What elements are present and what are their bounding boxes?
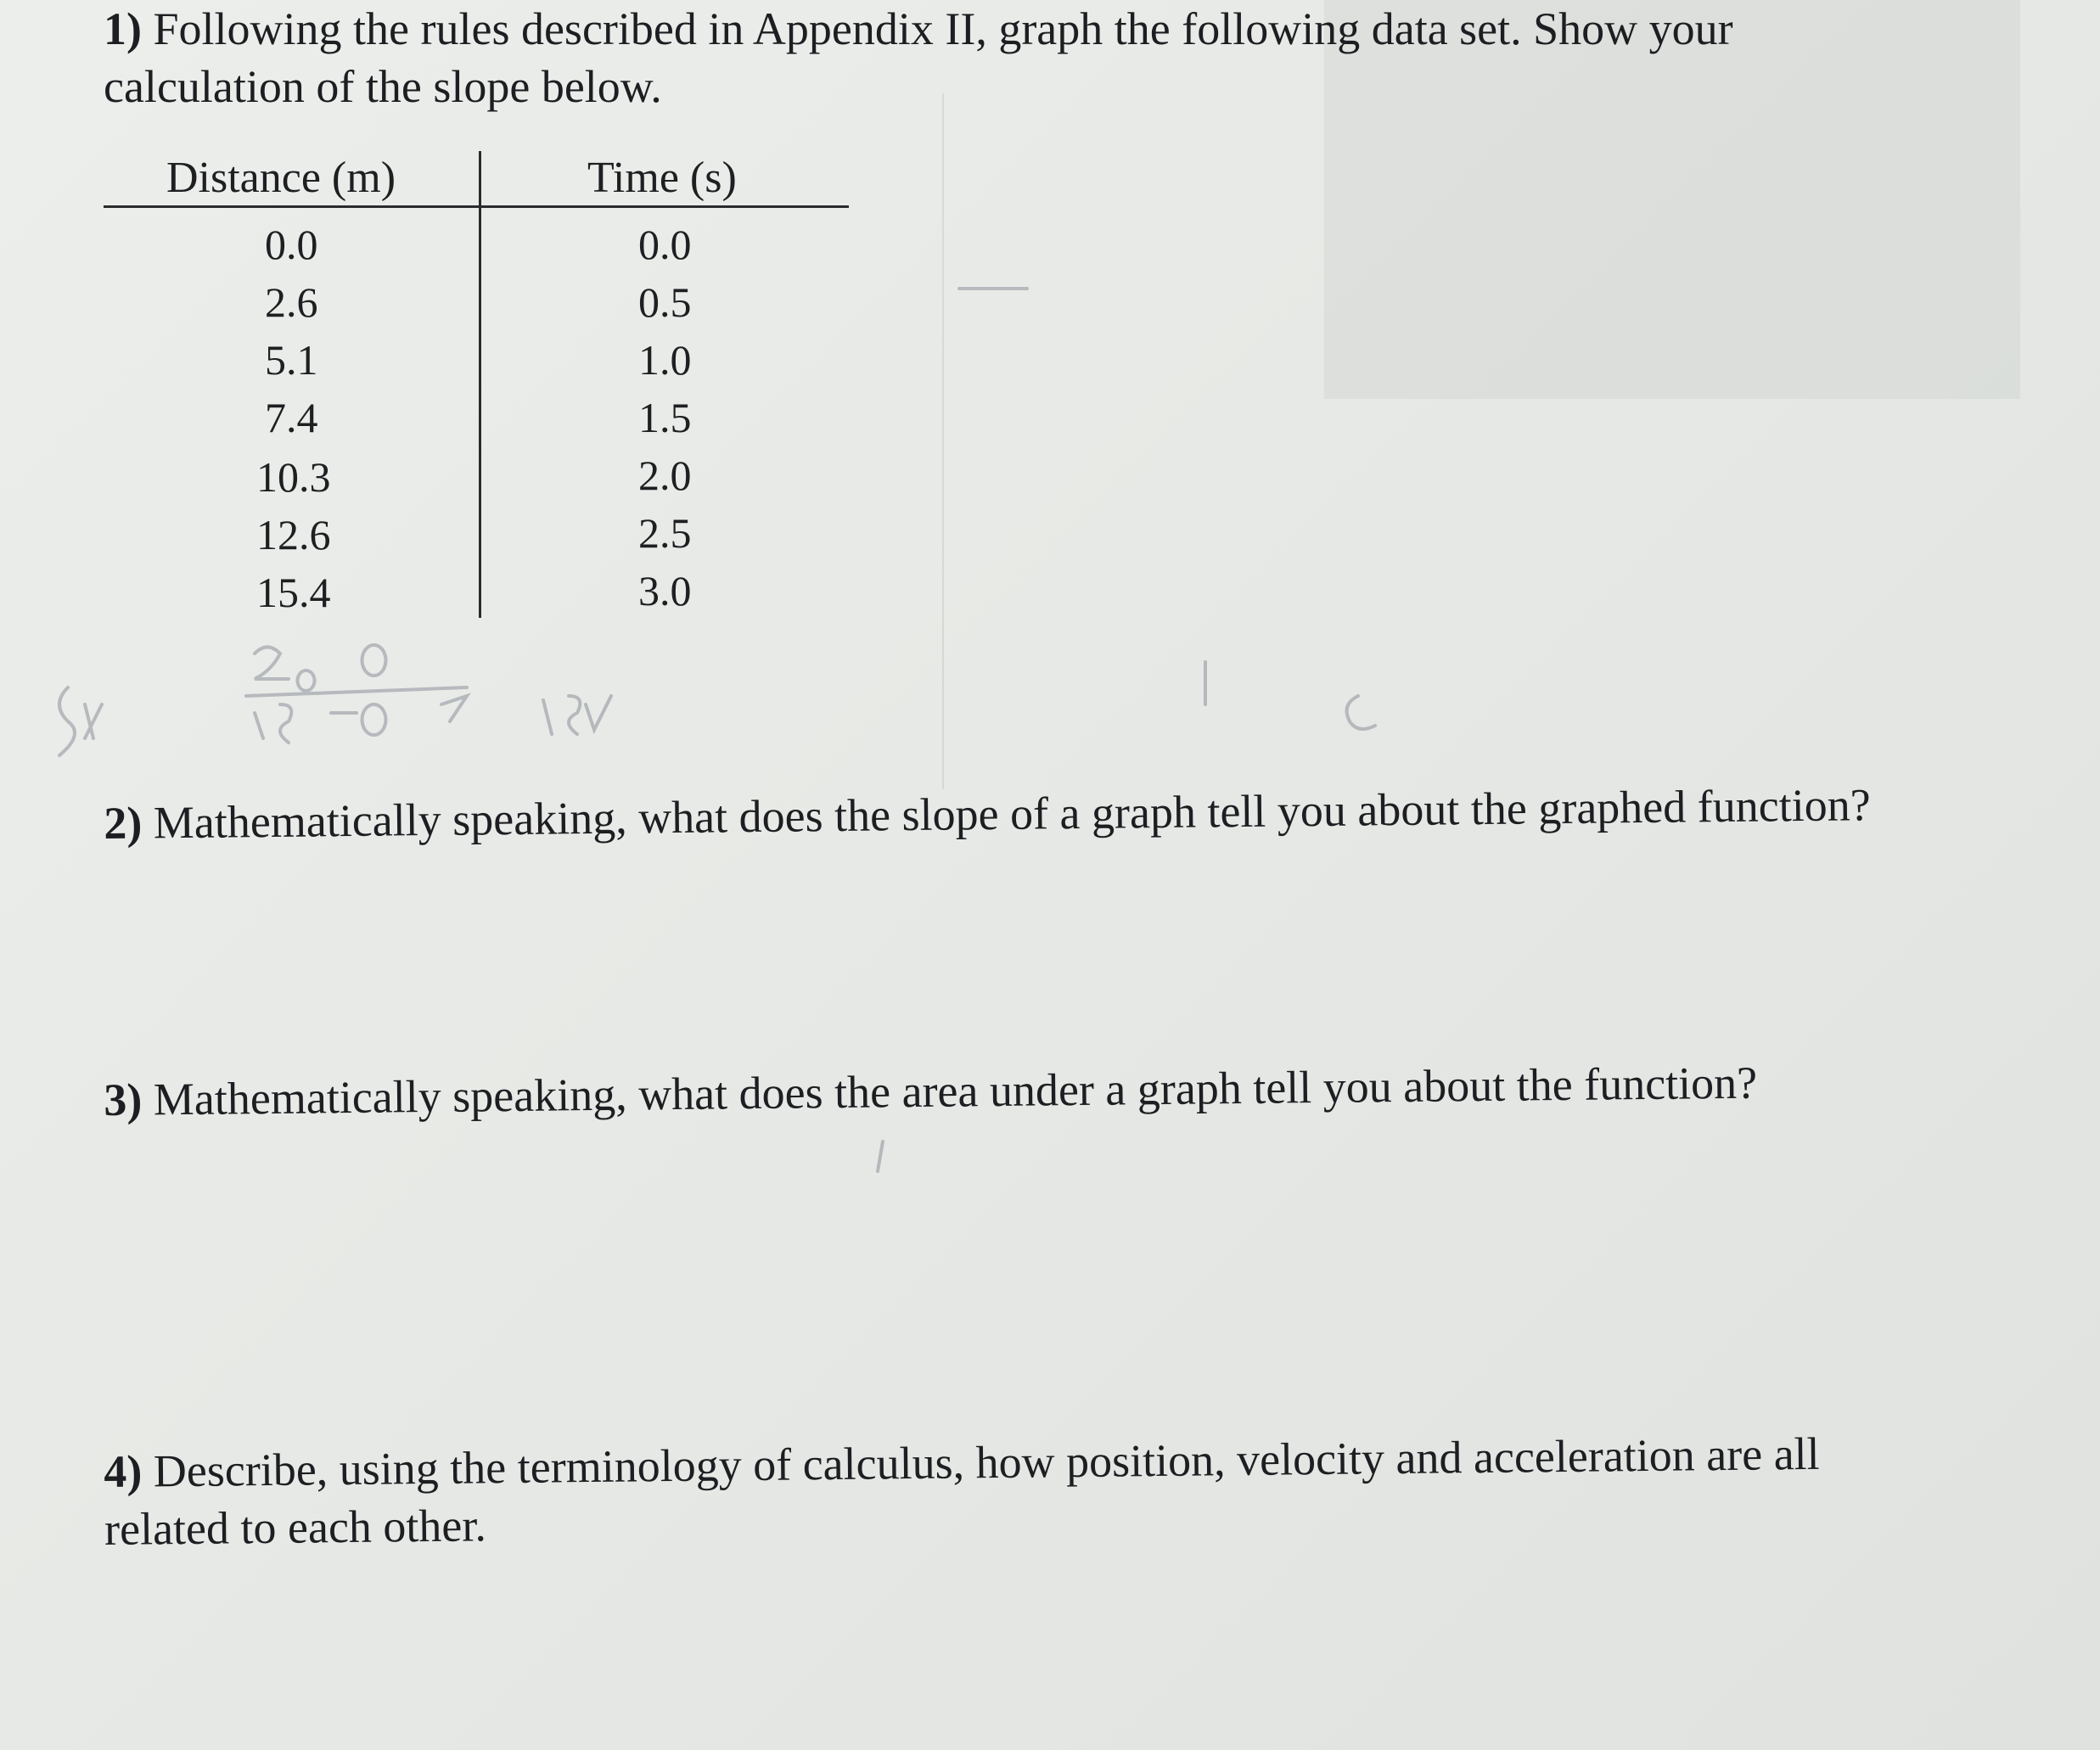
table-cell-time: 1.5 [638, 394, 692, 441]
table-cell-time: 2.5 [638, 509, 692, 557]
table-cell-time: 1.0 [638, 336, 692, 384]
question-3-number: 3) [104, 1074, 143, 1125]
table-cell-time: 2.0 [638, 452, 692, 499]
table-cell-distance: 2.6 [265, 278, 318, 326]
question-1 [104, 0, 1801, 115]
table-header-distance: Distance (m) [166, 154, 396, 202]
table-cell-time: 0.0 [638, 221, 692, 268]
table-cell-distance: 12.6 [256, 511, 331, 558]
table-cell-distance: 5.1 [265, 336, 318, 384]
question-4-text: Describe, using the terminology of calculus, how position, velocity and acceleration are all related to each other. [104, 1427, 1820, 1555]
question-2 [104, 775, 1972, 852]
table-cell-distance: 0.0 [265, 221, 318, 268]
question-1-number: 1) [104, 3, 142, 54]
question-3 [104, 1052, 1887, 1129]
table-cell-distance: 7.4 [265, 394, 318, 441]
table-cell-time: 3.0 [638, 567, 692, 614]
table-cell-distance: 15.4 [256, 569, 331, 616]
question-2-number: 2) [104, 797, 143, 849]
question-4 [104, 1424, 1921, 1558]
question-2-text: Mathematically speaking, what does the slope of a graph tell you about the graphed function? [153, 779, 1871, 849]
question-1-text: Following the rules described in Appendix II, graph the following data set. Show your calculation of the slope below. [104, 3, 1733, 112]
data-table [104, 146, 851, 630]
question-4-number: 4) [104, 1445, 143, 1497]
table-header-time: Time (s) [587, 154, 737, 202]
question-3-text: Mathematically speaking, what does the area under a graph tell you about the function? [153, 1057, 1758, 1125]
table-header-rule [104, 205, 849, 208]
table-cell-time: 0.5 [638, 278, 692, 326]
table-column-rule [479, 151, 481, 618]
bleed-through-line [942, 93, 944, 789]
table-cell-distance: 10.3 [256, 453, 331, 501]
